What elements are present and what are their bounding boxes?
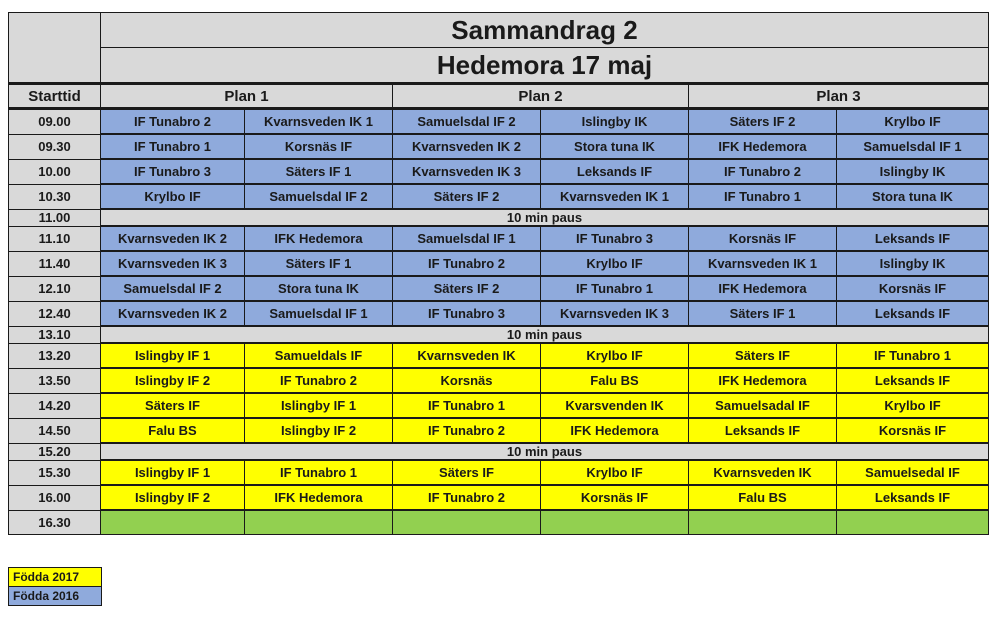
- team-cell: Islingby IF 1: [245, 393, 393, 418]
- team-cell: Islingby IK: [837, 251, 989, 276]
- team-cell: Kvarnsveden IK 1: [689, 251, 837, 276]
- team-cell: Kvarnsveden IK 2: [393, 134, 541, 159]
- match-row: [9, 485, 989, 510]
- team-cell: Korsnäs IF: [689, 226, 837, 251]
- team-cell: Leksands IF: [689, 418, 837, 443]
- legend-born-2016: Födda 2016: [9, 587, 102, 606]
- team-cell: Falu BS: [541, 368, 689, 393]
- start-time: 15.30: [9, 460, 101, 485]
- team-cell: Islingby IK: [541, 109, 689, 135]
- match-row: [9, 301, 989, 326]
- team-cell: IF Tunabro 1: [837, 343, 989, 368]
- match-row: [9, 159, 989, 184]
- team-cell: Kvarnsveden IK 1: [541, 184, 689, 209]
- team-cell: Korsnäs IF: [245, 134, 393, 159]
- team-cell: Islingby IF 2: [101, 368, 245, 393]
- start-time: 11.00: [9, 209, 101, 226]
- team-cell: Säters IF 2: [393, 276, 541, 301]
- team-cell: IFK Hedemora: [541, 418, 689, 443]
- team-cell: Samuelsdal IF 1: [245, 301, 393, 326]
- team-cell: Krylbo IF: [541, 251, 689, 276]
- team-cell: [245, 510, 393, 535]
- legend: [8, 567, 102, 606]
- team-cell: Leksands IF: [837, 485, 989, 510]
- team-cell: Stora tuna IK: [837, 184, 989, 209]
- start-time: 12.10: [9, 276, 101, 301]
- team-cell: IF Tunabro 2: [393, 485, 541, 510]
- team-cell: Samuelsdal IF 1: [837, 134, 989, 159]
- team-cell: [689, 510, 837, 535]
- team-cell: Säters IF 2: [689, 109, 837, 135]
- team-cell: Säters IF: [393, 460, 541, 485]
- team-cell: IF Tunabro 3: [541, 226, 689, 251]
- team-cell: Kvarnsveden IK 2: [101, 226, 245, 251]
- pause-label: 10 min paus: [101, 209, 989, 226]
- team-cell: Islingby IF 1: [101, 343, 245, 368]
- start-time: 09.00: [9, 109, 101, 135]
- team-cell: Kvarnsveden IK 3: [101, 251, 245, 276]
- match-row: [9, 510, 989, 535]
- team-cell: Samuelsadal IF: [689, 393, 837, 418]
- team-cell: IFK Hedemora: [245, 226, 393, 251]
- pause-row: [9, 326, 989, 343]
- team-cell: Samuelsedal IF: [837, 460, 989, 485]
- start-time: 16.00: [9, 485, 101, 510]
- start-time: 12.40: [9, 301, 101, 326]
- start-time: 13.20: [9, 343, 101, 368]
- match-row: [9, 418, 989, 443]
- team-cell: Säters IF 2: [393, 184, 541, 209]
- team-cell: Kvarnsveden IK: [393, 343, 541, 368]
- team-cell: Falu BS: [101, 418, 245, 443]
- team-cell: IF Tunabro 1: [689, 184, 837, 209]
- start-time: 13.10: [9, 326, 101, 343]
- team-cell: IFK Hedemora: [689, 368, 837, 393]
- team-cell: IFK Hedemora: [245, 485, 393, 510]
- team-cell: Säters IF 1: [245, 251, 393, 276]
- plan-1-header: Plan 1: [101, 84, 393, 109]
- pause-row: [9, 443, 989, 460]
- schedule-subtitle: Hedemora 17 maj: [101, 48, 989, 84]
- team-cell: Säters IF: [101, 393, 245, 418]
- team-cell: Leksands IF: [837, 368, 989, 393]
- team-cell: Kvarnsveden IK 2: [101, 301, 245, 326]
- team-cell: Islingby IF 1: [101, 460, 245, 485]
- start-time: 10.30: [9, 184, 101, 209]
- team-cell: Krylbo IF: [541, 460, 689, 485]
- team-cell: IF Tunabro 1: [393, 393, 541, 418]
- team-cell: Kvarnsveden IK 1: [245, 109, 393, 135]
- start-time: 16.30: [9, 510, 101, 535]
- team-cell: IF Tunabro 1: [541, 276, 689, 301]
- team-cell: IFK Hedemora: [689, 134, 837, 159]
- match-row: [9, 184, 989, 209]
- team-cell: Korsnäs IF: [837, 418, 989, 443]
- match-row: [9, 343, 989, 368]
- team-cell: Säters IF 1: [689, 301, 837, 326]
- team-cell: Krylbo IF: [837, 109, 989, 135]
- team-cell: IF Tunabro 2: [393, 418, 541, 443]
- team-cell: Säters IF 1: [245, 159, 393, 184]
- match-row: [9, 109, 989, 135]
- team-cell: IFK Hedemora: [689, 276, 837, 301]
- match-row: [9, 226, 989, 251]
- start-time: 09.30: [9, 134, 101, 159]
- team-cell: Samuelsdal IF 2: [393, 109, 541, 135]
- team-cell: Samuelsdal IF 2: [245, 184, 393, 209]
- team-cell: Islingby IF 2: [245, 418, 393, 443]
- team-cell: Krylbo IF: [101, 184, 245, 209]
- team-cell: [837, 510, 989, 535]
- pause-label: 10 min paus: [101, 326, 989, 343]
- start-time: 11.40: [9, 251, 101, 276]
- team-cell: Leksands IF: [541, 159, 689, 184]
- plan-3-header: Plan 3: [689, 84, 989, 109]
- team-cell: Krylbo IF: [837, 393, 989, 418]
- team-cell: Falu BS: [689, 485, 837, 510]
- team-cell: Säters IF: [689, 343, 837, 368]
- start-time: 11.10: [9, 226, 101, 251]
- team-cell: IF Tunabro 2: [689, 159, 837, 184]
- team-cell: Korsnäs: [393, 368, 541, 393]
- team-cell: [393, 510, 541, 535]
- team-cell: IF Tunabro 2: [101, 109, 245, 135]
- team-cell: Kvarnsveden IK 3: [541, 301, 689, 326]
- team-cell: IF Tunabro 2: [245, 368, 393, 393]
- team-cell: Stora tuna IK: [541, 134, 689, 159]
- match-row: [9, 460, 989, 485]
- start-time: 14.20: [9, 393, 101, 418]
- team-cell: Islingby IK: [837, 159, 989, 184]
- team-cell: [541, 510, 689, 535]
- starttid-header: Starttid: [9, 84, 101, 109]
- match-row: [9, 134, 989, 159]
- team-cell: Korsnäs IF: [541, 485, 689, 510]
- team-cell: Samuelsdal IF 2: [101, 276, 245, 301]
- team-cell: IF Tunabro 3: [393, 301, 541, 326]
- team-cell: Samuelsdal IF 1: [393, 226, 541, 251]
- team-cell: Leksands IF: [837, 226, 989, 251]
- team-cell: Islingby IF 2: [101, 485, 245, 510]
- team-cell: Kvarnsveden IK 3: [393, 159, 541, 184]
- schedule-table: [8, 12, 989, 535]
- match-row: [9, 276, 989, 301]
- legend-born-2017: Födda 2017: [9, 568, 102, 587]
- start-time: 10.00: [9, 159, 101, 184]
- team-cell: IF Tunabro 2: [393, 251, 541, 276]
- corner-cell: [9, 13, 101, 84]
- match-row: [9, 368, 989, 393]
- team-cell: Krylbo IF: [541, 343, 689, 368]
- team-cell: [101, 510, 245, 535]
- start-time: 13.50: [9, 368, 101, 393]
- team-cell: IF Tunabro 1: [101, 134, 245, 159]
- pause-row: [9, 209, 989, 226]
- team-cell: Samueldals IF: [245, 343, 393, 368]
- team-cell: Kvarnsveden IK: [689, 460, 837, 485]
- match-row: [9, 251, 989, 276]
- team-cell: Kvarsvenden IK: [541, 393, 689, 418]
- team-cell: IF Tunabro 1: [245, 460, 393, 485]
- team-cell: Leksands IF: [837, 301, 989, 326]
- team-cell: IF Tunabro 3: [101, 159, 245, 184]
- plan-2-header: Plan 2: [393, 84, 689, 109]
- schedule-title: Sammandrag 2: [101, 13, 989, 48]
- start-time: 14.50: [9, 418, 101, 443]
- team-cell: Stora tuna IK: [245, 276, 393, 301]
- team-cell: Korsnäs IF: [837, 276, 989, 301]
- match-row: [9, 393, 989, 418]
- pause-label: 10 min paus: [101, 443, 989, 460]
- start-time: 15.20: [9, 443, 101, 460]
